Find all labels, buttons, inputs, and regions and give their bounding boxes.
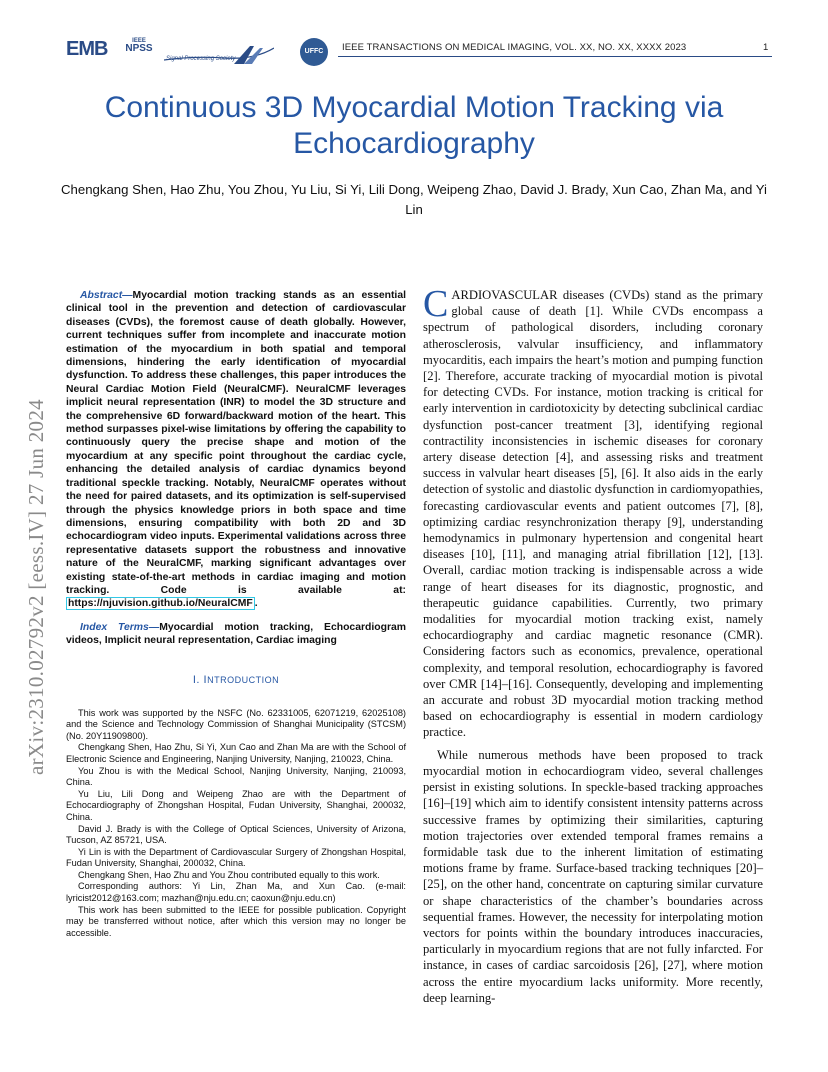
- drop-cap: C: [423, 283, 449, 325]
- footnote: You Zhou is with the Medical School, Nanjing University, Nanjing, 210093, China.: [66, 765, 406, 788]
- footnote: Yu Liu, Lili Dong and Weipeng Zhao are with the Department of Echocardiography of Zhongshan Hospital, Fudan University, Shanghai, 200032, China.: [66, 788, 406, 822]
- sps-logo-graphic: [164, 44, 274, 66]
- section-initial: I: [203, 673, 208, 686]
- emb-logo: EMB: [66, 38, 108, 60]
- uffc-logo: UFFC: [300, 38, 328, 66]
- npss-logo-top: IEEE: [132, 38, 146, 44]
- abstract-text: Myocardial motion tracking stands as an essential clinical tool in the prevention and detection of cardiovascular diseases (CVDs), the foremost cause of death globally. However, current techniques suffer from incomplete and inaccurate motion estimation of the myocardium in both spatial and temporal dimensions, hindering the early identification of myocardial dysfunction. To address these challenges, this paper introduces the Neural Cardiac Motion Field (NeuralCMF). NeuralCMF leverages implicit neural representation (INR) to model the 3D structure and the comprehensive 6D forward/backward motion of the heart. This method surpasses pixel-wise limitations by offering the capability to continuously query the precise shape and motion of the myocardium at any specific point throughout the cardiac cycle, enhancing the detailed analysis of cardiac dynamics beyond traditional speckle tracking. Notably, NeuralCMF operates without the need for paired datasets, and its optimization is self-supervised through the physics knowledge priors in both space and time dimensions, ensuring compatibility with both 2D and 3D echocardiogram video inputs. Experimental validations across three representative datasets support the robustness and innovative nature of the NeuralCMF, marking significant advantages over existing state-of-the-art methods in cardiac imaging and motion tracking. Code is available at:: [66, 290, 406, 596]
- abstract-label: Abstract—: [80, 290, 133, 301]
- left-column: [66, 289, 406, 939]
- section-heading: [66, 674, 406, 686]
- footnote: This work was supported by the NSFC (No. 62331005, 62071219, 62025108) and the Science and Technology Commission of Shanghai Municipality (STCSM) (No. 20Y11909800).: [66, 707, 406, 741]
- footnote: This work has been submitted to the IEEE for possible publication. Copyright may be transferred without notice, after which this version may no longer be accessible.: [66, 904, 406, 938]
- npss-logo-text: NPSS: [125, 43, 153, 54]
- npss-logo: [122, 38, 156, 64]
- intro-paragraph-1-text: ARDIOVASCULAR diseases (CVDs) stand as the primary global cause of death [1]. While CVDs encompass a spectrum of pathological disorders, including coronary atherosclerosis, valvular insufficiency, and inflammatory myocarditis, each impairs the heart’s motion and pumping function [2]. Therefore, accurate tracking of myocardial motion is pivotal for detecting CVDs. For instance, motion tracking is critical for early intervention in cardiotoxicity by detecting subclinical cardiac dysfunction post-cancer treatment [3], identifying regional contractility inconsistencies in ischemic diseases for coronary artery disease detection [4], and assessing risks and treatment success in valvular heart diseases [5], [6]. It also aids in the early detection of systolic and diastolic dysfunction in cardiomyopathies, forecasting cardiovascular events and patient outcomes [7], [8], optimizing cardiac resynchronization therapy [9], understanding hemodynamics in pulmonary hypertension and congenital heart diseases [10], [11], and managing atrial fibrillation [12], [13]. Overall, cardiac motion tracking is indispensable across a wide range of heart diseases for its diagnostic, prognostic, and therapeutic guidance capabilities. Currently, two primary modalities for myocardial motion tracking exist, namely echocardiography and cardiac magnetic resonance (CMR). Considering factors such as economics, prevalence, operational complexity, and temporal resolution, echocardiography is favored over CMR [14]–[16]. Consequently, developing and implementing an accurate and robust 3D myocardial motion tracking method based on echocardiography is essential in modern cardiology practice.: [423, 288, 763, 740]
- journal-header: IEEE TRANSACTIONS ON MEDICAL IMAGING, VOL. XX, NO. XX, XXXX 2023: [342, 42, 687, 53]
- right-column: [423, 283, 763, 1006]
- footnote: David J. Brady is with the College of Optical Sciences, University of Arizona, Tucson, AZ 85721, USA.: [66, 823, 406, 846]
- footnote: Chengkang Shen, Hao Zhu, Si Yi, Xun Cao and Zhan Ma are with the School of Electronic Science and Engineering, Nanjing University, Nanjing, 210023, China.: [66, 742, 406, 764]
- abstract-link-end: .: [254, 598, 258, 610]
- footnote: Corresponding authors: Yi Lin, Zhan Ma, and Xun Cao. (e-mail: lyricist2012@163.com; mazhan@nju.edu.cn; caoxun@nju.edu.cn): [66, 881, 406, 904]
- publisher-logos: [66, 36, 328, 68]
- index-terms-label: Index Terms—: [80, 621, 160, 633]
- intro-paragraph-1: [423, 283, 763, 741]
- page-number: 1: [763, 42, 769, 53]
- section-number: I.: [192, 673, 204, 686]
- abstract: [66, 289, 406, 611]
- arxiv-stamp: arXiv:2310.02792v2 [eess.IV] 27 Jun 2024: [24, 399, 48, 775]
- header-rule: [338, 56, 772, 57]
- index-terms: [66, 621, 406, 648]
- index-terms-text: Myocardial motion tracking, Echocardiogram videos, Implicit neural representation, Cardiac imaging: [66, 621, 407, 647]
- footnote: Chengkang Shen, Hao Zhu and You Zhou contributed equally to this work.: [78, 869, 380, 880]
- sps-logo-text: Signal Processing Society: [166, 56, 236, 62]
- footnote: Yi Lin is with the Department of Cardiovascular Surgery of Zhongshan Hospital, Fudan University, Shanghai, 200032, China.: [66, 846, 406, 869]
- section-title-rest: NTRODUCTION: [207, 674, 280, 685]
- intro-paragraph-2: While numerous methods have been proposed to track myocardial motion in echocardiogram video, several challenges persist in existing solutions. In speckle-based tracking approaches [16]–[19] which aim to identify consistent intensity patterns across successive frames by optimizing their similarities, capturing motion trajectories over extended temporal frames remains a formidable task due to the inherent limitation of estimating motions frame by frame. Surface-based tracking techniques [20]–[25], on the other hand, concentrate on capturing similar curvature or shape characteristics of the chamber’s boundaries across sequential frames. However, the necessity for interpolating motion vectors for points within the boundary introduces inaccuracies, particularly in myocardium regions that are not fully infarcted. For instance, in cases of cardiac sarcoidosis [26], [27], where motion across the entire myocardium lacks uniformity. More recently, deep learning-: [423, 747, 763, 1005]
- author-list: Chengkang Shen, Hao Zhu, You Zhou, Yu Liu, Si Yi, Lili Dong, Weipeng Zhao, David J. Brady, Xun Cao, Zhan Ma, and Yi Lin: [61, 182, 767, 217]
- footnotes: [66, 708, 406, 940]
- paper-title: Continuous 3D Myocardial Motion Tracking via Echocardiography: [104, 91, 724, 160]
- code-link[interactable]: https://njuvision.github.io/NeuralCMF: [68, 598, 253, 610]
